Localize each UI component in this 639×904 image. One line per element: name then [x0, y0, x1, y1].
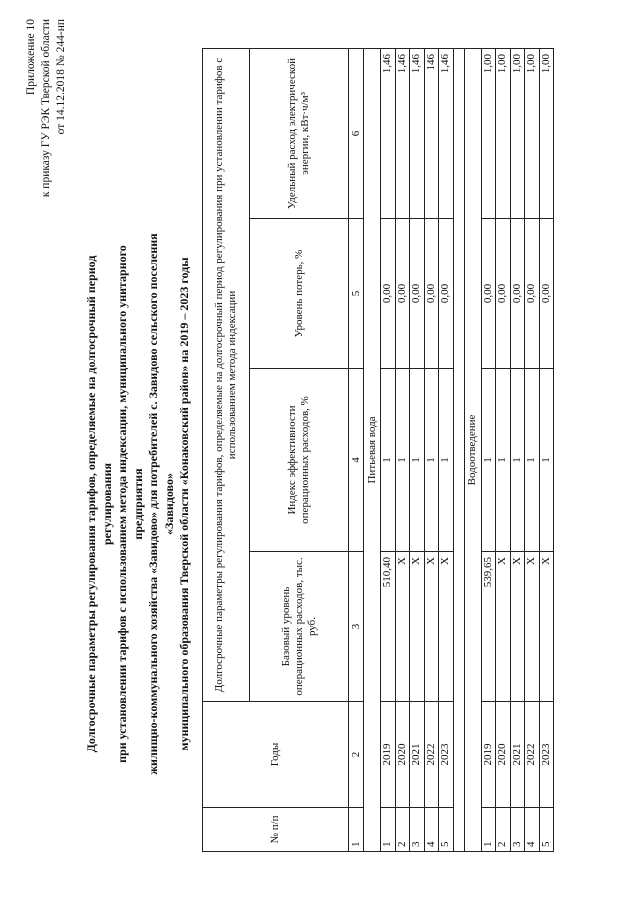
appendix-reference [24, 19, 69, 197]
table-body [364, 48, 554, 851]
energy-consumption-cell: 1,00 [525, 48, 540, 218]
spacer-row [453, 48, 464, 851]
header-efficiency-index: Индекс эффективности операционных расходов, % [250, 369, 349, 552]
table-row [481, 48, 496, 851]
year-cell: 2023 [439, 702, 454, 808]
energy-consumption-cell: 1,46 [410, 48, 425, 218]
table-row [539, 48, 554, 851]
section-title: Водоотведение [464, 48, 481, 851]
column-number: 4 [349, 369, 364, 552]
section-header-row [364, 48, 381, 851]
year-cell: 2021 [510, 702, 525, 808]
row-number-cell: 1 [381, 808, 396, 852]
title-line: при установлении тарифов с использованием метода индексации, муниципального унитарного предприятия [115, 245, 145, 763]
energy-consumption-cell: 1,00 [481, 48, 496, 218]
efficiency-index-cell: 1 [525, 369, 540, 552]
appendix-line: Приложение 10 [25, 19, 37, 96]
appendix-line: к приказу ГУ РЭК Тверской области [40, 19, 52, 198]
efficiency-index-cell: 1 [481, 369, 496, 552]
base-opex-cell: X [424, 552, 439, 702]
year-cell: 2021 [410, 702, 425, 808]
loss-level-cell: 0,00 [525, 219, 540, 369]
row-number-cell: 5 [539, 808, 554, 852]
column-number: 2 [349, 702, 364, 808]
section-title: Питьевая вода [364, 48, 381, 851]
year-cell: 2023 [539, 702, 554, 808]
base-opex-cell: X [539, 552, 554, 702]
row-number-cell: 4 [525, 808, 540, 852]
year-cell: 2019 [481, 702, 496, 808]
table-row [424, 48, 439, 851]
table-row [496, 48, 511, 851]
column-number: 5 [349, 219, 364, 369]
loss-level-cell: 0,00 [424, 219, 439, 369]
loss-level-cell: 0,00 [510, 219, 525, 369]
base-opex-cell: X [496, 552, 511, 702]
loss-level-cell: 0,00 [395, 219, 410, 369]
base-opex-cell: X [439, 552, 454, 702]
loss-level-cell: 0,00 [439, 219, 454, 369]
energy-consumption-cell: 1,46 [395, 48, 410, 218]
efficiency-index-cell: 1 [395, 369, 410, 552]
parameters-table [202, 48, 554, 852]
row-number-cell: 3 [510, 808, 525, 852]
header-base-opex: Базовый уровень операционных расходов, тыс. руб. [250, 552, 349, 702]
loss-level-cell: 0,00 [410, 219, 425, 369]
table-row [395, 48, 410, 851]
title-line: Долгосрочные параметры регулирования тарифов, определяемые на долгосрочный период регулирования [84, 255, 114, 753]
table-row [381, 48, 396, 851]
loss-level-cell: 0,00 [481, 219, 496, 369]
energy-consumption-cell: 1,46 [381, 48, 396, 218]
table-row [439, 48, 454, 851]
year-cell: 2022 [525, 702, 540, 808]
efficiency-index-cell: 1 [424, 369, 439, 552]
base-opex-cell: X [510, 552, 525, 702]
header-years: Годы [203, 702, 349, 808]
column-number: 1 [349, 808, 364, 852]
header-row-number: № п/п [203, 808, 349, 852]
year-cell: 2022 [424, 702, 439, 808]
year-cell: 2020 [496, 702, 511, 808]
row-number-cell: 3 [410, 808, 425, 852]
header-energy-consumption: Удельный расход электрической энергии, кВт·ч/м³ [250, 48, 349, 218]
energy-consumption-cell: 1,46 [439, 48, 454, 218]
base-opex-cell: X [410, 552, 425, 702]
base-opex-cell: X [525, 552, 540, 702]
table-row [525, 48, 540, 851]
appendix-line: от 14.12.2018 № 244-нп [55, 19, 67, 135]
base-opex-cell: X [395, 552, 410, 702]
energy-consumption-cell: 1,00 [496, 48, 511, 218]
document-title [84, 224, 193, 784]
loss-level-cell: 0,00 [381, 219, 396, 369]
year-cell: 2019 [381, 702, 396, 808]
header-group: Долгосрочные параметры регулирования тарифов, определяемые на долгосрочный период регулирования при установлении тарифов с использованием метода индексации [203, 48, 250, 701]
row-number-cell: 2 [395, 808, 410, 852]
header-loss-level: Уровень потерь, % [250, 219, 349, 369]
efficiency-index-cell: 1 [539, 369, 554, 552]
title-line: муниципального образования Тверской области «Конаковский район» на 2019 – 2023 годы [177, 257, 191, 751]
year-cell: 2020 [395, 702, 410, 808]
row-number-cell: 4 [424, 808, 439, 852]
efficiency-index-cell: 1 [439, 369, 454, 552]
title-line: жилищно-коммунального хозяйства «Завидово» для потребителей с. Завидово сельского поселения «Завидово» [146, 233, 176, 775]
base-opex-cell: 539,65 [481, 552, 496, 702]
row-number-cell: 1 [481, 808, 496, 852]
loss-level-cell: 0,00 [496, 219, 511, 369]
energy-consumption-cell: 1,00 [510, 48, 525, 218]
energy-consumption-cell: 146 [424, 48, 439, 218]
efficiency-index-cell: 1 [410, 369, 425, 552]
table-row [510, 48, 525, 851]
efficiency-index-cell: 1 [496, 369, 511, 552]
efficiency-index-cell: 1 [510, 369, 525, 552]
table-row [410, 48, 425, 851]
efficiency-index-cell: 1 [381, 369, 396, 552]
energy-consumption-cell: 1,00 [539, 48, 554, 218]
spacer-cell [453, 48, 464, 851]
loss-level-cell: 0,00 [539, 219, 554, 369]
row-number-cell: 2 [496, 808, 511, 852]
column-number: 3 [349, 552, 364, 702]
base-opex-cell: 510,40 [381, 552, 396, 702]
row-number-cell: 5 [439, 808, 454, 852]
section-header-row [464, 48, 481, 851]
column-number: 6 [349, 48, 364, 218]
